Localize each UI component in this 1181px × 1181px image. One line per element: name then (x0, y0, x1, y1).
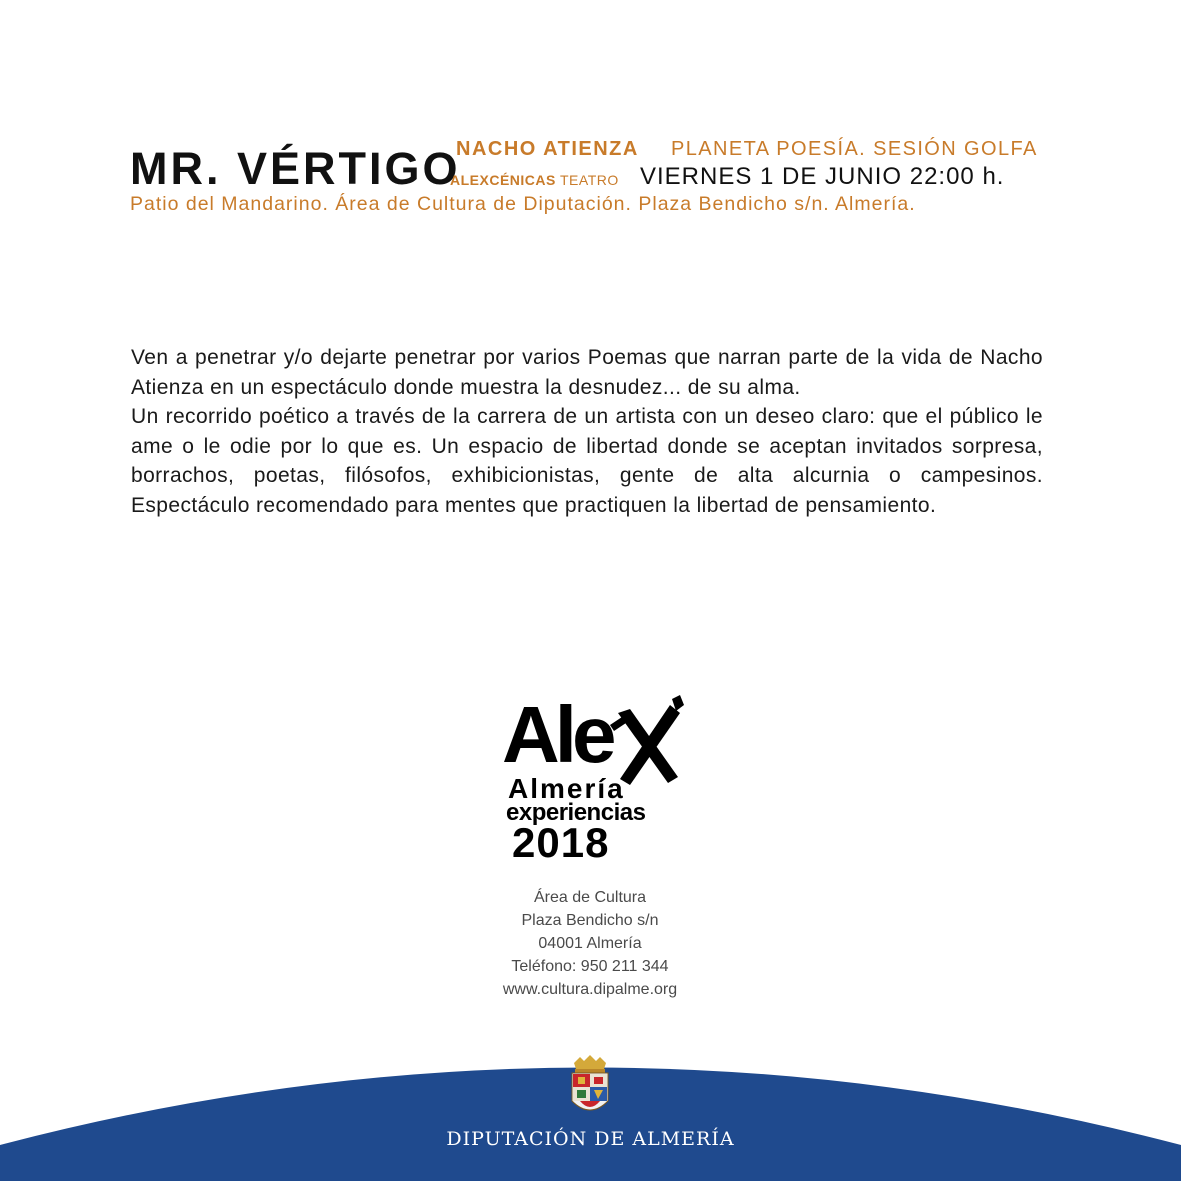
logo-city: Almería (508, 773, 625, 804)
event-description (131, 343, 1043, 520)
event-title: MR. VÉRTIGO (130, 143, 461, 194)
description-paragraph: Ven a penetrar y/o dejarte penetrar por varios Poemas que narran parte de la vida de Nacho Atienza en un espectáculo donde muestra la desnudez... de su alma. (131, 346, 1043, 399)
address-line: Plaza Bendicho s/n (521, 912, 659, 929)
footer-band (0, 1020, 1181, 1181)
address-line: Área de Cultura (533, 889, 647, 906)
contact-address (440, 886, 740, 1001)
logo-year: 2018 (512, 819, 610, 866)
event-header (0, 0, 1181, 230)
event-datetime: VIERNES 1 DE JUNIO 22:00 h. (640, 163, 1005, 190)
event-company (450, 173, 619, 187)
logo-wordmark: Ale (502, 690, 612, 779)
alex-logo (500, 690, 690, 870)
description-paragraph: Un recorrido poético a través de la carrera de un artista con un deseo claro: que el público le ame o le odie por lo que es. Un espacio de libertad donde se aceptan invitados sorpresa, borrachos, poetas, filósofos, exhibicionistas, gente de alta alcurnia o campesinos. Espectáculo recomendado para mentes que practiquen la libertad de pensamiento. (131, 405, 1043, 517)
coat-of-arms-icon (568, 1055, 612, 1119)
address-website: www.cultura.dipalme.org (502, 981, 678, 998)
event-venue: Patio del Mandarino. Área de Cultura de Diputación. Plaza Bendicho s/n. Almería. (130, 193, 916, 215)
organization-name: DIPUTACIÓN DE ALMERÍA (446, 1128, 735, 1150)
address-line: 04001 Almería (538, 935, 642, 952)
company-name: ALEXCÉNICAS (450, 172, 556, 188)
event-program: PLANETA POESÍA. SESIÓN GOLFA (671, 138, 1038, 160)
event-author: NACHO ATIENZA (456, 138, 639, 160)
company-type: TEATRO (560, 172, 619, 188)
logo-experiencias: experiencias (506, 799, 646, 826)
address-phone: Teléfono: 950 211 344 (511, 958, 669, 975)
